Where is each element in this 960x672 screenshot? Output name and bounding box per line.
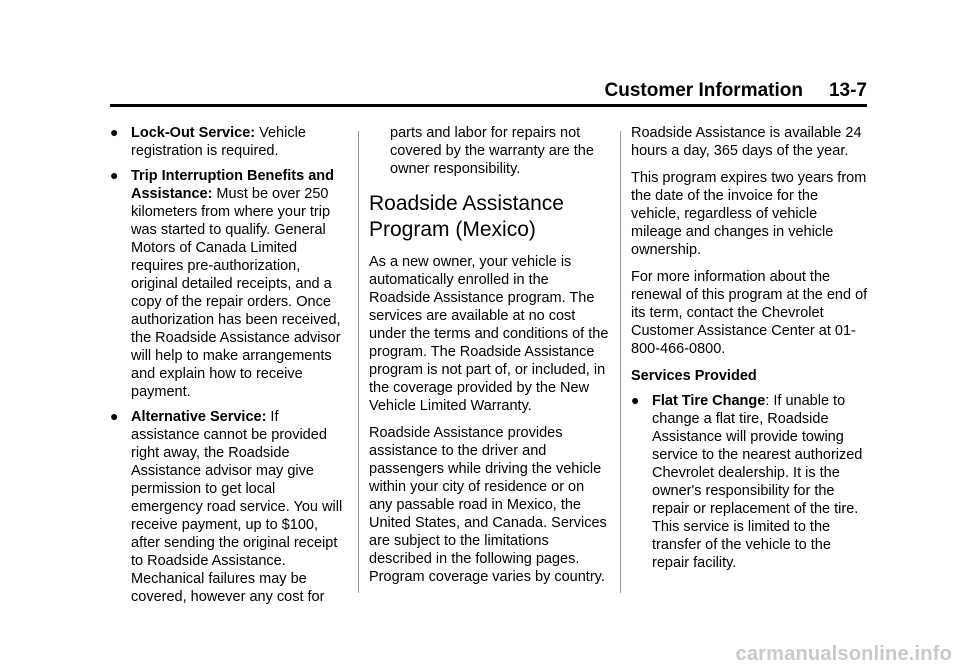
column-right <box>631 124 871 579</box>
list-item-lockout-service <box>110 124 350 160</box>
column-divider-right <box>620 131 621 593</box>
page-header <box>110 80 867 106</box>
column-divider-left <box>358 131 359 593</box>
item-text: Must be over 250 kilometers from where your trip was started to qualify. General Motors of Canada Limited requires pre-authorization, original detailed receipts, and a copy of the repair orders. Once authorization has been received, the Roadside Assistance advisor will help to make arrangements and explain how to receive payment. <box>131 186 341 400</box>
watermark: carmanualsonline.info <box>735 643 952 665</box>
item-text: : If unable to change a flat tire, Roadside Assistance will provide towing service to the nearest authorized Chevrolet dealership. It is the owner's responsibility for the repair or replacement of the tire. This service is limited to the transfer of the vehicle to the repair facility. <box>652 393 863 571</box>
item-term: Alternative Service: <box>131 409 267 425</box>
bullet-icon: ● <box>110 124 119 140</box>
list-item-alternative-service <box>110 408 350 606</box>
paragraph: Roadside Assistance provides assistance to the driver and passengers while driving the vehicle within your city of residence or on any passable road in Mexico, the United States, and Canada. Services are subject to the limitations described in the following pages. Program coverage varies by country. <box>369 425 607 585</box>
item-text: Vehicle registration is required. <box>131 125 306 159</box>
section-heading-mexico: Roadside Assistance Program (Mexico) <box>369 192 564 241</box>
bullet-icon: ● <box>110 167 119 183</box>
column-left <box>110 124 350 613</box>
list-item-flat-tire-change <box>631 392 871 572</box>
item-text: If assistance cannot be provided right away, the Roadside Assistance advisor may give permission to get local emergency road service. You will receive payment, up to $100, after sending the original receipt to Roadside Assistance. Mechanical failures may be covered, however any cost for <box>131 409 343 605</box>
page-number: 13-7 <box>828 80 867 101</box>
item-term: Lock-Out Service: <box>131 125 256 141</box>
list-item-trip-interruption <box>110 167 350 401</box>
paragraph: For more information about the renewal of this program at the end of its term, contact the Chevrolet Customer Assistance Center at 01-800-466-0800. <box>631 269 868 357</box>
paragraph: As a new owner, your vehicle is automatically enrolled in the Roadside Assistance program. The services are available at no cost under the terms and conditions of the program. The Roadside Assistance program is not part of, or included, in the coverage provided by the New Vehicle Limited Warranty. <box>369 254 609 414</box>
continued-bullet-text: parts and labor for repairs not covered by the warranty are the owner responsibility. <box>390 125 594 177</box>
item-term: Trip Interruption Benefits and Assistance: <box>131 168 335 202</box>
column-middle <box>369 124 609 595</box>
header-rule <box>110 104 867 107</box>
subheading-services-provided: Services Provided <box>631 368 757 384</box>
paragraph: This program expires two years from the date of the invoice for the vehicle, regardless of vehicle mileage and changes in vehicle ownership. <box>631 170 867 258</box>
section-title: Customer Information <box>604 80 803 101</box>
header-text <box>605 80 867 102</box>
item-term: Flat Tire Change <box>652 393 766 409</box>
paragraph: Roadside Assistance is available 24 hours a day, 365 days of the year. <box>631 125 862 159</box>
bullet-icon: ● <box>631 392 640 408</box>
bullet-icon: ● <box>110 408 119 424</box>
